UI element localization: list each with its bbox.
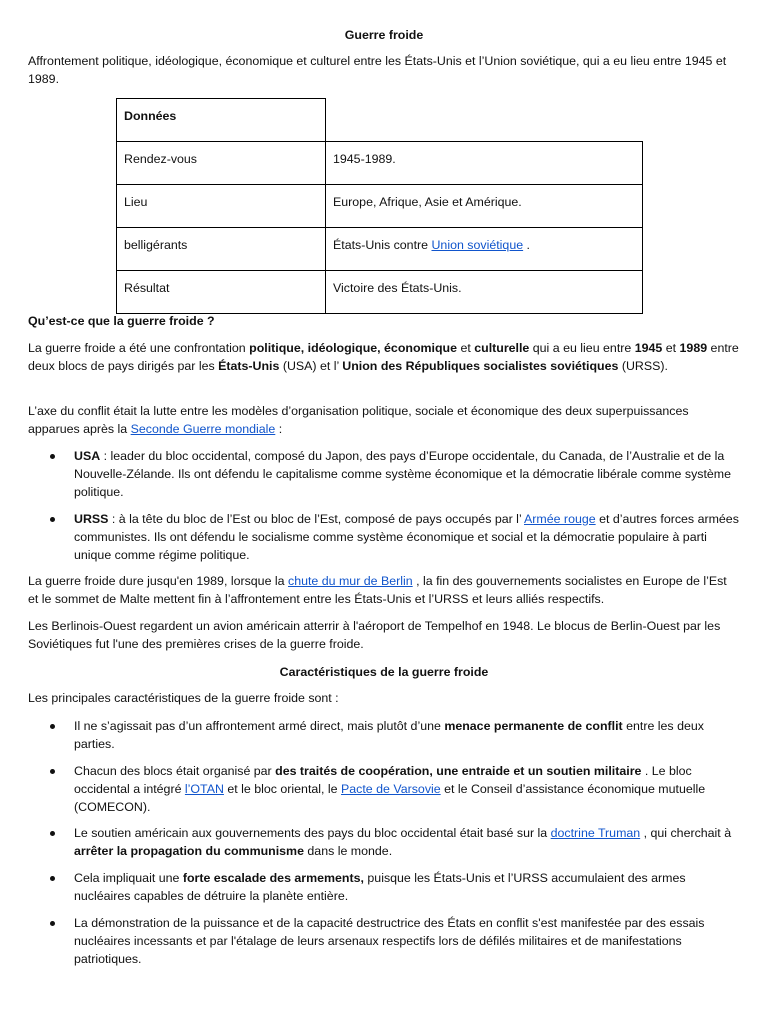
data-table — [116, 98, 643, 314]
document-title: Guerre froide — [344, 28, 424, 42]
table-row-label: belligérants — [117, 228, 326, 271]
bullet-icon — [50, 769, 55, 774]
berlin-blockade-paragraph: Les Berlinois-Ouest regardent un avion américain atterrir à l'aéroport de Tempelhof en 1948. Le blocus de Berlin-Ouest par les Soviétiques fut l'une des premières crises de la guerre froide. — [28, 619, 721, 651]
chute-mur-berlin-link[interactable]: chute du mur de Berlin — [288, 574, 413, 588]
table-row-value — [326, 228, 643, 271]
bullet-icon — [50, 831, 55, 836]
list-item: Le soutien américain aux gouvernements des pays du bloc occidental était basé sur la doctrine Truman , qui cherchait à arrêter la propagation du communisme dans le monde. — [28, 824, 740, 860]
table-row-label: Lieu — [117, 185, 326, 228]
belligerents-text: États-Unis contre — [333, 238, 432, 252]
blocs-list-2 — [28, 510, 740, 564]
bullet-icon — [50, 921, 55, 926]
list-item: Chacun des blocs était organisé par des traités de coopération, une entraide et un soutien militaire . Le bloc occidental a intégré l’OTAN et le bloc oriental, le Pacte de Varsovie et le Conseil d’assistance économique mutuelle (COMECON). — [28, 762, 740, 816]
table-row-value: 1945-1989. — [326, 142, 643, 185]
characteristics-list-3 — [28, 824, 740, 860]
end-of-war-paragraph: La guerre froide dure jusqu'en 1989, lorsque la chute du mur de Berlin , la fin des gouvernements socialistes en Europe de l’Est et le sommet de Malte mettent fin à l’affrontement entre les États-Unis et l’URSS et leurs alliés respectifs. — [28, 574, 727, 606]
table-row-value: Victoire des États-Unis. — [326, 271, 643, 314]
list-item: Il ne s’agissait pas d’un affrontement armé direct, mais plutôt d’une menace permanente de conflit entre les deux parties. — [28, 717, 740, 753]
list-item: Cela impliquait une forte escalade des armements, puisque les États-Unis et l’URSS accumulaient des armes nucléaires capables de détruire la planète entière. — [28, 869, 740, 905]
table-row-label: Rendez-vous — [117, 142, 326, 185]
table-row-value: Europe, Afrique, Asie et Amérique. — [326, 185, 643, 228]
union-sovietique-link[interactable]: Union soviétique — [431, 238, 524, 252]
bullet-icon — [50, 876, 55, 881]
bullet-icon — [50, 724, 55, 729]
bullet-icon — [50, 454, 55, 459]
belligerents-suffix: . — [523, 238, 530, 252]
section-heading-characteristics: Caractéristiques de la guerre froide — [279, 665, 489, 679]
characteristics-list-4 — [28, 869, 740, 905]
characteristics-list — [28, 717, 740, 753]
characteristics-intro: Les principales caractéristiques de la guerre froide sont : — [28, 691, 339, 705]
seconde-guerre-mondiale-link[interactable]: Seconde Guerre mondiale — [130, 422, 276, 436]
armee-rouge-link[interactable]: Armée rouge — [524, 512, 596, 526]
section-heading-what-is: Qu’est-ce que la guerre froide ? — [28, 314, 215, 328]
blocs-list — [28, 447, 740, 501]
characteristics-list-5 — [28, 914, 740, 968]
list-item: USA : leader du bloc occidental, composé du Japon, des pays d’Europe occidentale, du Canada, de l’Australie et de la Nouvelle-Zélande. Ils ont défendu le capitalisme comme système économique et la démocratie libérale comme système politique. — [28, 447, 740, 501]
table-header-cell: Données — [117, 99, 326, 142]
list-item: La démonstration de la puissance et de la capacité destructrice des États en conflit s'est manifestée par des essais nucléaires incessants et par l'étalage de leurs arsenaux respectifs lors de défilés militaires et de manifestations patriotiques. — [28, 914, 740, 968]
bullet-icon — [50, 517, 55, 522]
definition-paragraph: La guerre froide a été une confrontation politique, idéologique, économique et culturelle qui a eu lieu entre 1945 et 1989 entre deux blocs de pays dirigés par les États-Unis (USA) et l’ Union des Républiques socialistes soviétiques (URSS). — [28, 341, 739, 373]
characteristics-list-2 — [28, 762, 740, 816]
otan-link[interactable]: l’OTAN — [184, 782, 224, 796]
list-item: URSS : à la tête du bloc de l’Est ou bloc de l’Est, composé de pays occupés par l’ Armée rouge et d’autres forces armées communistes. Ils ont défendu le socialisme comme système économique et social et la démocratie populaire à parti unique comme régime politique. — [28, 510, 740, 564]
intro-paragraph: Affrontement politique, idéologique, économique et culturel entre les États-Unis et l’Union soviétique, qui a eu lieu entre 1945 et 1989. — [28, 54, 727, 86]
table-row-label: Résultat — [117, 271, 326, 314]
conflict-axis-paragraph: L’axe du conflit était la lutte entre les modèles d’organisation politique, sociale et économique des deux superpuissances apparues après la Seconde Guerre mondiale : — [28, 404, 689, 436]
pacte-varsovie-link[interactable]: Pacte de Varsovie — [341, 782, 441, 796]
table-header-empty — [326, 99, 643, 142]
doctrine-truman-link[interactable]: doctrine Truman — [550, 826, 641, 840]
